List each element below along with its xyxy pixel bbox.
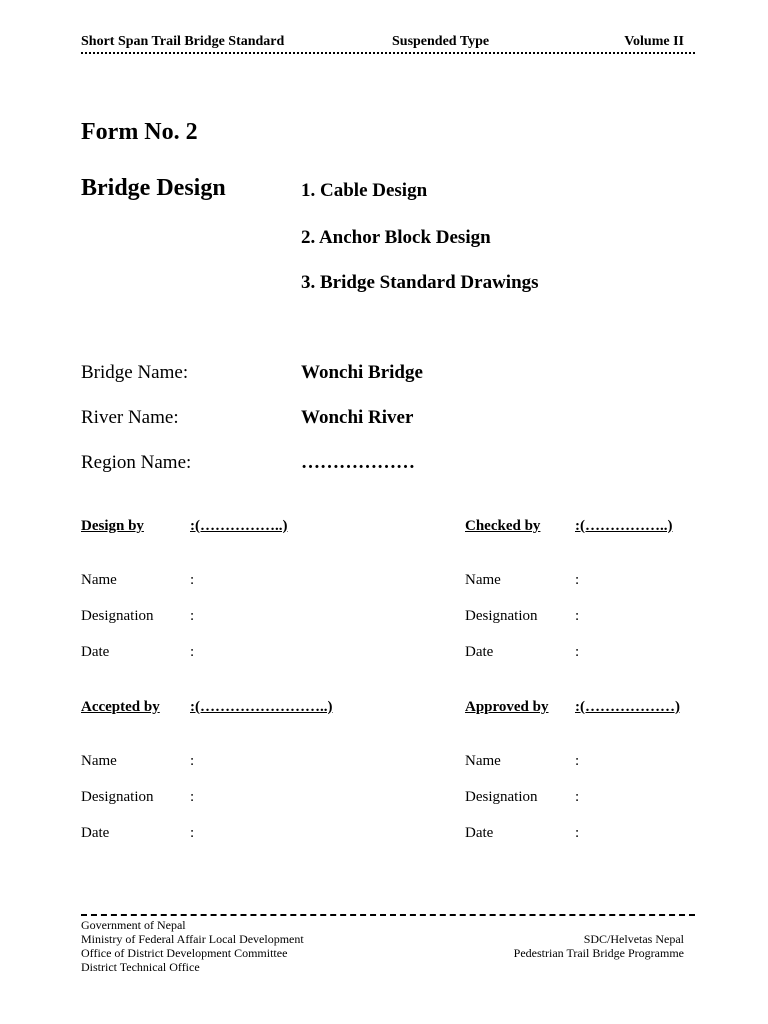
approved-date-colon: :: [575, 825, 580, 841]
design-by-value: :(……………..): [190, 518, 288, 534]
design-item-cable: 1. Cable Design: [301, 180, 428, 201]
footer-partner-line-2: Pedestrian Trail Bridge Programme: [513, 946, 684, 960]
checked-date-colon: :: [575, 644, 580, 660]
design-name-colon: :: [190, 572, 195, 588]
design-by-heading: Design by: [81, 518, 144, 534]
accepted-date-colon: :: [190, 825, 195, 841]
header-center-title: Suspended Type: [392, 34, 490, 49]
river-name-value: Wonchi River: [301, 407, 414, 428]
design-item-standard-drawings: 3. Bridge Standard Drawings: [301, 272, 539, 293]
footer-divider: [81, 914, 695, 916]
approved-by-value: :(………………): [575, 699, 680, 715]
footer-org-line-4: District Technical Office: [81, 960, 200, 974]
design-item-anchor-block: 2. Anchor Block Design: [301, 227, 491, 248]
design-designation-colon: :: [190, 608, 195, 624]
checked-by-value: :(……………..): [575, 518, 673, 534]
bridge-name-value: Wonchi Bridge: [301, 362, 423, 383]
design-name-label: Name: [81, 572, 117, 588]
region-name-value: ………………: [301, 452, 415, 473]
bridge-design-title: Bridge Design: [81, 175, 226, 201]
design-date-colon: :: [190, 644, 195, 660]
checked-name-colon: :: [575, 572, 580, 588]
checked-designation-colon: :: [575, 608, 580, 624]
river-name-label: River Name:: [81, 407, 179, 428]
approved-designation-label: Designation: [465, 789, 538, 805]
approved-date-label: Date: [465, 825, 494, 841]
header-left-title: Short Span Trail Bridge Standard: [81, 34, 285, 49]
checked-by-heading: Checked by: [465, 518, 541, 534]
approved-designation-colon: :: [575, 789, 580, 805]
accepted-designation-label: Designation: [81, 789, 154, 805]
accepted-designation-colon: :: [190, 789, 195, 805]
region-name-label: Region Name:: [81, 452, 192, 473]
design-date-label: Date: [81, 644, 110, 660]
footer-org-line-3: Office of District Development Committee: [81, 946, 288, 960]
bridge-name-label: Bridge Name:: [81, 362, 189, 383]
checked-date-label: Date: [465, 644, 494, 660]
checked-designation-label: Designation: [465, 608, 538, 624]
approved-by-heading: Approved by: [465, 699, 549, 715]
footer-org-line-2: Ministry of Federal Affair Local Development: [81, 932, 304, 946]
accepted-by-heading: Accepted by: [81, 699, 160, 715]
approved-name-label: Name: [465, 753, 501, 769]
header-right-title: Volume II: [624, 34, 684, 49]
design-designation-label: Designation: [81, 608, 154, 624]
accepted-name-colon: :: [190, 753, 195, 769]
checked-name-label: Name: [465, 572, 501, 588]
accepted-date-label: Date: [81, 825, 110, 841]
accepted-name-label: Name: [81, 753, 117, 769]
accepted-by-value: :(……………………..): [190, 699, 333, 715]
footer-org-line-1: Government of Nepal: [81, 918, 186, 932]
form-number: Form No. 2: [81, 119, 198, 145]
header-divider: [81, 52, 695, 54]
approved-name-colon: :: [575, 753, 580, 769]
footer-partner-line-1: SDC/Helvetas Nepal: [583, 932, 684, 946]
